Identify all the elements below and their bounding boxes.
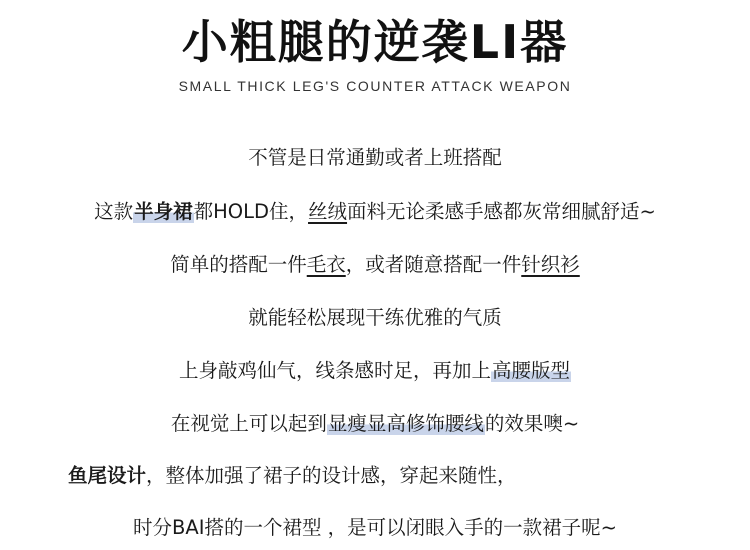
page-title: 小粗腿的逆袭LI器 <box>181 15 569 69</box>
line2-highlight-skirt: 半身裙 <box>134 200 193 223</box>
line7-bold-fishtail: 鱼尾设计 <box>68 464 147 487</box>
body-line-3 <box>0 249 750 277</box>
line5-text-a: 上身敲鸡仙气，线条感时足，再加上 <box>178 359 491 382</box>
line2-text-c: 都HOLD住， <box>193 200 309 223</box>
line3-underline-knit: 针织衫 <box>521 253 580 276</box>
line2-text-a: 这款 <box>94 200 134 223</box>
body-line-8: 时分BAI搭的一个裙型 ，是可以闭眼入手的一款裙子呢~ <box>132 516 617 539</box>
body-line-7 <box>68 460 688 488</box>
line3-text-c: ，或者随意搭配一件 <box>345 253 522 276</box>
body-line-6 <box>0 408 750 436</box>
body-line-5 <box>0 355 750 383</box>
line5-highlight-highwaist: 高腰版型 <box>492 359 571 382</box>
body-line-2 <box>0 196 750 224</box>
line3-underline-sweater: 毛衣 <box>306 253 346 276</box>
line2-underline-velvet: 丝绒 <box>308 200 348 223</box>
line2-text-e: 面料无论柔感手感都灰常细腻舒适~ <box>347 200 656 223</box>
line6-highlight-slimming: 显瘦显高修饰腰线 <box>327 412 484 435</box>
body-line-1: 不管是日常通勤或者上班搭配 <box>248 146 502 169</box>
line7-text-b: ，整体加强了裙子的设计感，穿起来随性， <box>146 464 517 487</box>
body-line-4: 就能轻松展现干练优雅的气质 <box>248 306 502 329</box>
line3-text-a: 简单的搭配一件 <box>170 253 307 276</box>
page-subtitle: SMALL THICK LEG'S COUNTER ATTACK WEAPON <box>178 78 572 94</box>
line6-text-a: 在视觉上可以起到 <box>170 412 327 435</box>
line6-text-c: 的效果噢~ <box>484 412 580 435</box>
